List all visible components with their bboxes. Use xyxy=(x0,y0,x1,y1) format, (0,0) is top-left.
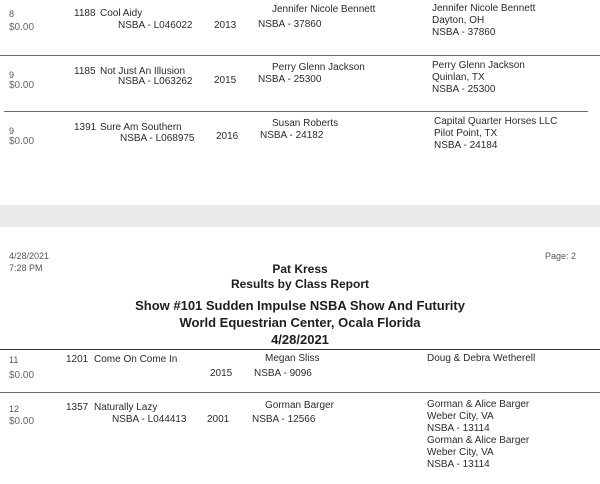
foal-year: 2015 xyxy=(214,75,237,86)
horse-name: Sure Am Southern xyxy=(100,122,182,133)
rider-name: Jennifer Nicole Bennett xyxy=(272,4,376,15)
earnings: $0.00 xyxy=(9,136,35,147)
place: 8 xyxy=(9,9,15,19)
place: 9 xyxy=(9,70,15,80)
horse-name: Come On Come In xyxy=(94,354,178,365)
back-number: 1357 xyxy=(66,402,89,413)
owner-line: Pilot Point, TX xyxy=(434,128,498,139)
owner-line: Perry Glenn Jackson xyxy=(432,60,525,71)
report-page-2 xyxy=(0,227,600,484)
foal-year: 2016 xyxy=(216,131,239,142)
back-number: 1391 xyxy=(74,122,97,133)
owner-line: Jennifer Nicole Bennett xyxy=(432,3,536,14)
report-title: Results by Class Report xyxy=(230,277,370,291)
owner-line: Gorman & Alice Barger xyxy=(427,399,530,410)
owner-line: Gorman & Alice Barger xyxy=(427,435,530,446)
result-entry xyxy=(0,397,600,484)
owner-line: NSBA - 13114 xyxy=(427,459,490,470)
horse-name: Naturally Lazy xyxy=(94,402,158,413)
back-number: 1185 xyxy=(74,66,96,77)
result-entry xyxy=(0,60,600,116)
place: 11 xyxy=(9,355,19,365)
divider xyxy=(0,392,600,393)
rider-nsba-number: NSBA - 12566 xyxy=(252,414,316,425)
horse-name: Not Just An Illusion xyxy=(100,66,186,77)
owner-line: Doug & Debra Wetherell xyxy=(427,353,536,364)
earnings: $0.00 xyxy=(9,416,35,427)
owner-line: Weber City, VA xyxy=(427,411,494,422)
rider-nsba-number: NSBA - 37860 xyxy=(258,19,322,30)
owner-line: NSBA - 25300 xyxy=(432,84,496,95)
rider-nsba-number: NSBA - 25300 xyxy=(258,74,322,85)
registration-number: NSBA - L044413 xyxy=(112,414,187,425)
horse-name: Cool Aidy xyxy=(100,8,143,19)
divider xyxy=(0,55,600,56)
owner-line: Weber City, VA xyxy=(427,447,494,458)
venue: World Equestrian Center, Ocala Florida xyxy=(179,315,421,330)
rider-nsba-number: NSBA - 24182 xyxy=(260,130,324,141)
back-number: 1188 xyxy=(74,8,96,19)
header-divider xyxy=(0,349,600,350)
report-page-1 xyxy=(0,0,600,205)
place: 9 xyxy=(9,126,15,136)
place: 12 xyxy=(9,404,20,414)
rider-name: Perry Glenn Jackson xyxy=(272,62,365,73)
show-date: 4/28/2021 xyxy=(271,332,329,347)
rider-nsba-number: NSBA - 9096 xyxy=(254,368,312,379)
foal-year: 2013 xyxy=(214,20,237,31)
rider-name: Gorman Barger xyxy=(265,400,334,411)
owner-line: NSBA - 24184 xyxy=(434,140,498,151)
owner-line: NSBA - 37860 xyxy=(432,27,496,38)
report-time: 7:28 PM xyxy=(9,263,43,273)
divider xyxy=(4,111,588,112)
owner-line: Capital Quarter Horses LLC xyxy=(434,116,558,127)
earnings: $0.00 xyxy=(9,22,35,33)
person-name: Pat Kress xyxy=(272,262,328,276)
report-date: 4/28/2021 xyxy=(9,251,50,261)
registration-number: NSBA - L063262 xyxy=(118,76,193,87)
owner-line: NSBA - 13114 xyxy=(427,423,490,434)
back-number: 1201 xyxy=(66,354,89,365)
registration-number: NSBA - L046022 xyxy=(118,20,193,31)
page-gap xyxy=(0,205,600,227)
rider-name: Susan Roberts xyxy=(272,118,339,129)
show-title: Show #101 Sudden Impulse NSBA Show And Futurity xyxy=(135,298,465,313)
owner-line: Dayton, OH xyxy=(432,15,485,26)
foal-year: 2001 xyxy=(207,414,230,425)
result-entry xyxy=(0,0,600,56)
owner-line: Quinlan, TX xyxy=(432,72,485,83)
registration-number: NSBA - L068975 xyxy=(120,133,195,144)
page-number: Page: 2 xyxy=(545,251,577,261)
foal-year: 2015 xyxy=(210,368,233,379)
result-entry xyxy=(0,116,600,172)
earnings: $0.00 xyxy=(9,370,35,381)
earnings: $0.00 xyxy=(9,80,35,91)
rider-name: Megan Sliss xyxy=(265,353,320,364)
